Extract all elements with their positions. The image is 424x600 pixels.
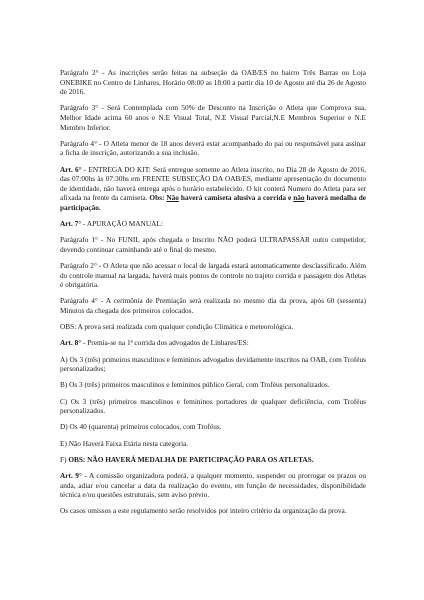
paragraph-4-ceremony: Parágrafo 4° - A cerimônia de Premiação será realizada no mesmo dia da prova, após 60 (sessenta) Minutos da chegada dos primeiros colocados. [60,296,366,316]
paragraph-3-discount: Parágrafo 3° - Será Contemplada com 50% de Desconto na Inscrição o Atleta que Comprova sua, Melhor Idade acima 60 anos e N.E Visual Total, N.E Visual Parcial,N.E Membros Superior e N.E Membro Inferior. [60,103,366,132]
obs-weather: OBS: A prova será realizada com qualquer condição Climática e meteorológica. [60,322,294,332]
article-8-heading [60,338,366,348]
paragraph-2-inscriptions: Parágrafo 2° - As inscrições serão feitas na subseção da OAB/ES no bairro Três Barras ou Loja ONEBIKE no Centro de Linhares, Horário 08:00 as 18:00 a partir dia 10 de Agosto até dia 26 de Agosto de 2016. [60,68,366,97]
prize-item-b: B) Os 3 (três) primeiros masculinos e femininos público Geral, com Troféus personalizados. [60,380,330,390]
article-6-kit-delivery [60,165,366,213]
paragraph-1-funnel: Parágrafo 1° - No FUNIL após chegada o Inscrito NÃO poderá ULTRAPASSAR outro competidor, devendo continuar caminhando até o final do mesmo. [60,235,366,254]
article-9-commission [60,471,366,500]
paragraph-2-disqualification: Parágrafo 2° - O Atleta que não acessar o local de largada estará automaticamente desclassificado. Além do controle manual na largada, haverá mais pontos de controle no trajeto corrida e passagem dos Atletas é obrigatória. [60,261,366,290]
no-medal-notice: OBS: NÃO HAVERÁ MEDALHA DE PARTICIPAÇÃO PARA OS ATLETAS. [68,454,314,464]
article-9-label: Art. 9° [60,470,82,480]
article-8-text: - Premia-se na 1ª corrida dos advogados de Linhares/ES: [81,338,249,348]
paragraph-4-minors: Parágrafo 4° - O Atleta menor de 18 anos deverá estar acompanhado do pai ou responsável para assinar a ficha de inscrição, autorizando a sua inclusão. [60,138,366,158]
article-7-label: Art. 7° [60,219,82,229]
prize-item-f: F) OBS: NÃO HAVERÁ MEDALHA DE PARTICIPAÇÃO PARA OS ATLETAS. [60,454,314,464]
article-6-obs: Obs: Não haverá camiseta alusiva a corrida e não haverá medalha de participação. [60,193,366,212]
prize-item-c: C) Os 3 (três) primeiros masculinos e femininos portadores de qualquer deficiência, com Troféus personalizados. [60,396,366,416]
article-7-text: - APURAÇÃO MANUAL: [81,219,163,229]
omitted-cases: Os casos omissos a este regulamento serão resolvidos por inteiro critério da organização da prova. [60,506,347,516]
prize-item-d: D) Os 40 (quarenta) primeiros colocados, com Troféus. [60,422,222,432]
prize-item-a: A) Os 3 (três) primeiros masculinos e femininos advogados devidamente inscritos na OAB, com Troféus personalizados; [60,354,366,374]
article-7-heading [60,219,366,229]
article-9-text: - A comissão organizadora poderá, a qualquer momento, suspender ou prorrogar os prazos ou anda, adiar e/ou cancelar a data da realização do evento, em função de necessidades, disponibilidade técnica e/ou questões estruturais, sem aviso prévio. [60,470,367,500]
article-6-text: - ENTREGA DO KIT: Será entregue somente ao Atleta inscrito, no Dia 28 de Agosto de 2016, das 07:00hs às 07:30hs em FRENTE SUBSEÇÃO DA OAB/ES, mediante apresentação do documento de identidade, não haverá entrega após o horário estabelecido. O kit conterá Numero do Atleta para ser afixada na frente da camiseta. [60,164,367,203]
article-8-label: Art. 8° [60,338,82,348]
prize-item-e: E) Não Haverá Faixa Etária nesta categoria. [60,438,189,448]
article-6-label: Art. 6° [60,164,82,174]
document-body [60,68,366,522]
